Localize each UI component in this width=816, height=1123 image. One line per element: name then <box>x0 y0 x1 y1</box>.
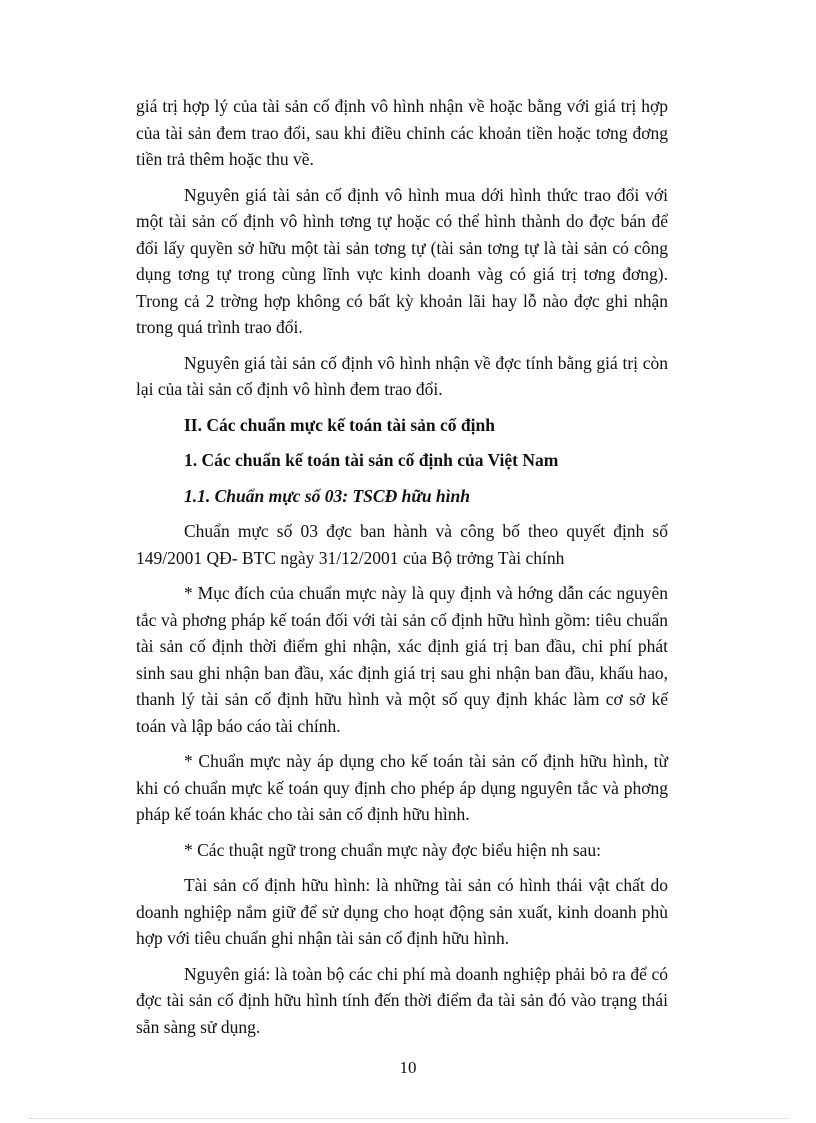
section-heading: II. Các chuẩn mực kế toán tài sản cố định <box>184 414 495 435</box>
paragraph-1: giá trị hợp lý của tài sản cố định vô hình nhận về hoặc bằng với giá trị hợp của tài sản đem trao đổi, sau khi điều chỉnh các khoản tiền hoặc tơng đơng tiền trả thêm hoặc thu về. <box>136 96 668 169</box>
paragraph-3: Nguyên giá tài sản cố định vô hình nhận về đợc tính bằng giá trị còn lại của tài sản cố định vô hình đem trao đổi. <box>136 352 668 399</box>
body-paragraph-6: Nguyên giá: là toàn bộ các chi phí mà doanh nghiệp phải bỏ ra để có đợc tài sản cố định hữu hình tính đến thời điểm đa tài sản đó vào trạng thái sẵn sàng sử dụng. <box>136 963 668 1037</box>
body-paragraph-5: Tài sản cố định hữu hình: là những tài sản có hình thái vật chất do doanh nghiệp nắm giữ để sử dụng cho hoạt động sản xuất, kinh doanh phù hợp với tiêu chuẩn ghi nhận tài sản cố định hữu hình. <box>136 875 668 948</box>
body-paragraph-2: * Mục đích của chuẩn mực này là quy định và hớng dẫn các nguyên tắc và phơng pháp kế toán đối với tài sản cố định hữu hình gồm: tiêu chuẩn tài sản cố định thời điểm ghi nhận, xác định giá trị ban đầu, chi phí phát sinh sau ghi nhận ban đầu, xác định giá trị sau ghi nhận ban đầu, khấu hao, thanh lý tài sản cố định hữu hình và một số quy định khác làm cơ sở kế toán và lập báo cáo tài chính. <box>136 583 668 736</box>
body-paragraph-1: Chuẩn mực số 03 đợc ban hành và công bố theo quyết định số 149/2001 QĐ- BTC ngày 31/12/2001 của Bộ trởng Tài chính <box>136 521 668 568</box>
body-paragraph-3: * Chuẩn mực này áp dụng cho kế toán tài sản cố định hữu hình, từ khi có chuẩn mực kế toán quy định cho phép áp dụng nguyên tắc và phơng pháp kế toán khác cho tài sản cố định hữu hình. <box>136 751 668 824</box>
paragraph-2: Nguyên giá tài sản cố định vô hình mua dới hình thức trao đổi với một tài sản cố định vô hình tơng tự hoặc có thể hình thành do đợc bán để đổi lấy quyền sở hữu một tài sản tơng tự (tài sản tơng tự là tài sản có công dụng tơng tự trong cùng lĩnh vực kinh doanh vàg có giá trị tơng đơng). Trong cả 2 trờng hợp không có bất kỳ khoản lãi hay lỗ nào đợc ghi nhận trong quá trình trao đổi. <box>136 184 668 337</box>
body-paragraph-4: * Các thuật ngữ trong chuẩn mực này đợc biểu hiện nh sau: <box>184 839 602 860</box>
page-number: 10 <box>399 1058 417 1077</box>
subsection-heading: 1. Các chuẩn kế toán tài sản cố định của Việt Nam <box>184 450 559 470</box>
page-bottom-divider <box>28 1118 788 1119</box>
document-page <box>136 93 668 1049</box>
standard-heading: 1.1. Chuẩn mực số 03: TSCĐ hữu hình <box>184 485 470 506</box>
